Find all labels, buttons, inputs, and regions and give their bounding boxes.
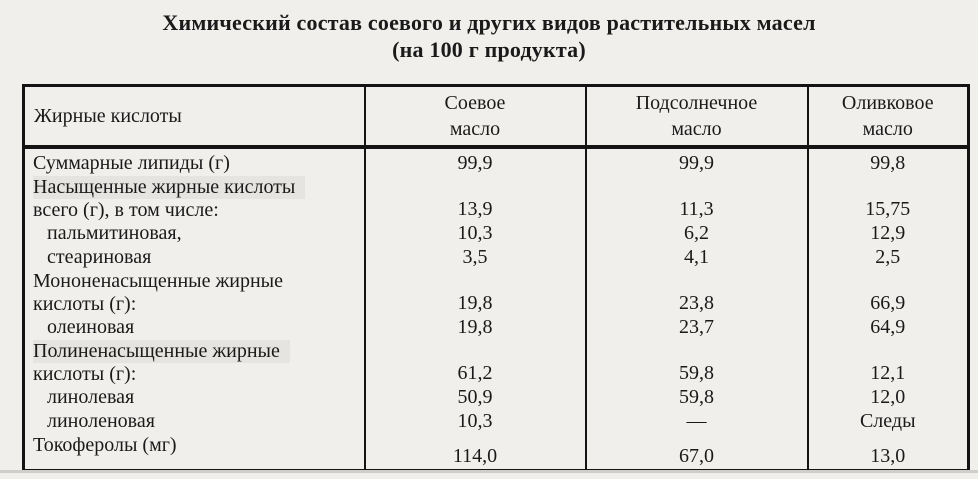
table-row: [24, 410, 969, 434]
row-label: [24, 434, 365, 471]
value-sunflower: 4,1: [586, 246, 808, 270]
table-header-row: [24, 86, 969, 148]
header-soy-oil-line2: масло: [449, 118, 501, 140]
value-olive: 64,9: [808, 316, 969, 340]
value-soy: 10,3: [365, 410, 586, 434]
row-label-line: Суммарные липиды (г): [33, 152, 230, 174]
value-soy: 50,9: [365, 386, 586, 410]
page-title-line1: Химический состав соевого и других видов растительных масел: [162, 10, 816, 35]
table-row: [24, 340, 969, 386]
composition-table: [22, 84, 970, 472]
value-sunflower: 23,8: [586, 270, 808, 316]
row-label: [24, 340, 365, 386]
scan-artifact-line: [0, 470, 978, 473]
row-label-line: Мононенасыщенные жирные: [33, 270, 283, 292]
row-label-line: пальмитиновая,: [47, 222, 182, 244]
header-fatty-acids: Жирные кислоты: [24, 86, 365, 148]
value-olive: 12,1: [808, 340, 969, 386]
row-label-line: Насыщенные жирные кислоты: [33, 176, 305, 199]
row-label: [24, 316, 365, 340]
value-olive: 66,9: [808, 270, 969, 316]
table-row: [24, 386, 969, 410]
value-olive: 2,5: [808, 246, 969, 270]
value-soy: 114,0: [365, 434, 586, 471]
value-sunflower: 23,7: [586, 316, 808, 340]
row-label-line: линолевая: [47, 386, 135, 408]
row-label: [24, 386, 365, 410]
row-label-line: стеариновая: [47, 246, 152, 268]
value-sunflower: 59,8: [586, 340, 808, 386]
table-row: [24, 222, 969, 246]
row-label: [24, 176, 365, 222]
row-label-line: кислоты (г):: [33, 363, 137, 385]
row-label-line: Полиненасыщенные жирные: [33, 340, 290, 363]
value-sunflower: 59,8: [586, 386, 808, 410]
header-olive-oil-line2: масло: [862, 118, 913, 140]
value-sunflower: 99,9: [586, 147, 808, 176]
value-sunflower: 11,3: [586, 176, 808, 222]
table-row: [24, 176, 969, 222]
value-olive: Следы: [808, 410, 969, 434]
value-olive: 15,75: [808, 176, 969, 222]
value-soy: 61,2: [365, 340, 586, 386]
row-label-line: кислоты (г):: [33, 293, 137, 315]
value-soy: 19,8: [365, 270, 586, 316]
value-olive: 12,0: [808, 386, 969, 410]
table-row: [24, 147, 969, 176]
page-title: [0, 9, 978, 63]
header-sunflower-oil-line2: масло: [671, 118, 722, 140]
value-olive: 12,9: [808, 222, 969, 246]
value-olive: 99,8: [808, 147, 969, 176]
page-title-line2: (на 100 г продукта): [392, 37, 586, 62]
table-header: [24, 86, 969, 148]
row-label: [24, 270, 365, 316]
table-row: [24, 316, 969, 340]
row-label-line: линоленовая: [47, 410, 155, 432]
table-row: [24, 270, 969, 316]
header-soy-oil: [365, 86, 586, 148]
value-soy: 19,8: [365, 316, 586, 340]
row-label-line: всего (г), в том числе:: [33, 199, 219, 221]
row-label: [24, 246, 365, 270]
value-sunflower: 67,0: [586, 434, 808, 471]
header-olive-oil: [808, 86, 969, 148]
value-sunflower: —: [586, 410, 808, 434]
table-row: [24, 246, 969, 270]
value-soy: 10,3: [365, 222, 586, 246]
value-sunflower: 6,2: [586, 222, 808, 246]
header-olive-oil-line1: Оливковое: [841, 92, 934, 114]
value-soy: 13,9: [365, 176, 586, 222]
table-row: [24, 434, 969, 471]
row-label: [24, 410, 365, 434]
value-soy: 99,9: [365, 147, 586, 176]
row-label: [24, 222, 365, 246]
row-label-line: олеиновая: [47, 316, 135, 338]
value-olive: 13,0: [808, 434, 969, 471]
value-soy: 3,5: [365, 246, 586, 270]
header-sunflower-oil: [586, 86, 808, 148]
table-body: [24, 147, 969, 471]
row-label-line: Токоферолы (мг): [33, 434, 177, 456]
header-soy-oil-line1: Соевое: [444, 92, 506, 114]
header-sunflower-oil-line1: Подсолнечное: [635, 92, 758, 114]
row-label: [24, 147, 365, 176]
